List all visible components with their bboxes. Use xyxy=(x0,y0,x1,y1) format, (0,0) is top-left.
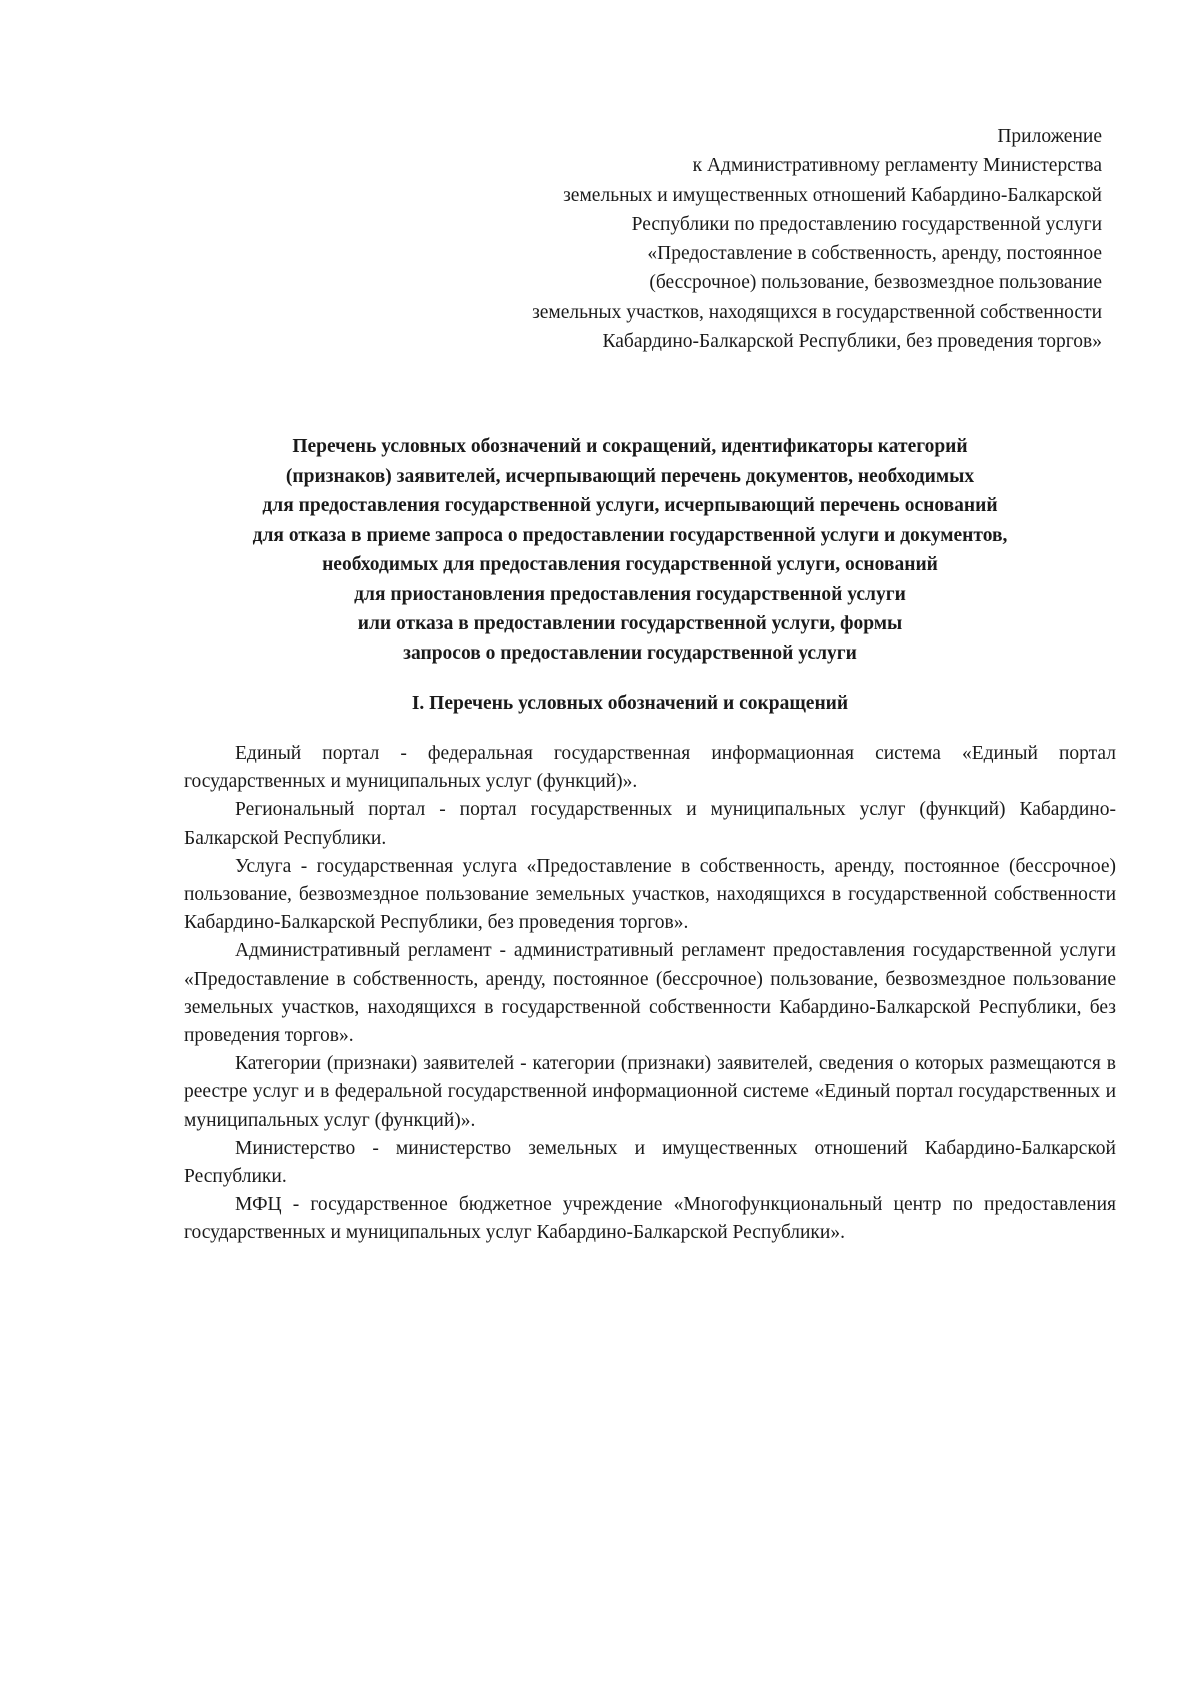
paragraph-mfc: МФЦ - государственное бюджетное учреждение «Многофункциональный центр по предоставления государственных и муниципальных услуг Кабардино-Балкарской Республики». xyxy=(184,1194,1116,1244)
paragraph-service: Услуга - государственная услуга «Предоставление в собственность, аренду, постоянное (бессрочное) пользование, безвозмездное пользование земельных участков, находящихся в государственной собственности Кабардино-Балкарской Республики, без проведения торгов». xyxy=(184,855,1116,934)
appendix-line: земельных участков, находящихся в государственной собственности xyxy=(532,301,1102,323)
appendix-line: к Административному регламенту Министерства xyxy=(692,155,1102,177)
appendix-header xyxy=(342,122,1102,356)
paragraph-regional-portal: Региональный портал - портал государственных и муниципальных услуг (функций) Кабардино-Балкарской Республики. xyxy=(184,799,1116,849)
title-line: Перечень условных обозначений и сокращений, идентификаторы категорий xyxy=(292,436,968,457)
title-line: запросов о предоставлении государственной услуги xyxy=(403,642,857,664)
paragraph-administrative-regulation: Административный регламент - административный регламент предоставления государственной услуги «Предоставление в собственность, аренду, постоянное (бессрочное) пользование, безвозмездное пользование земельных участков, находящихся в государственной собственности Кабардино-Балкарской Республики, без проведения торгов». xyxy=(184,940,1116,1047)
appendix-line: «Предоставление в собственность, аренду, постоянное xyxy=(647,243,1102,265)
title-line: для предоставления государственной услуги, исчерпывающий перечень оснований xyxy=(262,495,998,516)
section-heading: I. Перечень условных обозначений и сокращений xyxy=(411,693,849,714)
title-line: необходимых для предоставления государственной услуги, оснований xyxy=(322,554,938,575)
paragraph-ministry: Министерство - министерство земельных и имущественных отношений Кабардино-Балкарской Республики. xyxy=(184,1137,1116,1188)
document-title xyxy=(150,432,1110,668)
section-body xyxy=(184,740,1116,1248)
paragraph-unified-portal: Единый портал - федеральная государственная информационная система «Единый портал государственных и муниципальных услуг (функций)». xyxy=(184,743,1116,793)
title-line: (признаков) заявителей, исчерпывающий перечень документов, необходимых xyxy=(285,465,975,487)
appendix-line: Республики по предоставлению государственной услуги xyxy=(631,213,1102,235)
title-line: для отказа в приеме запроса о предоставлении государственной услуги и документов, xyxy=(252,524,1008,546)
appendix-line: земельных и имущественных отношений Кабардино-Балкарской xyxy=(563,184,1102,206)
title-line: или отказа в предоставлении государственной услуги, формы xyxy=(357,613,903,634)
appendix-line: (бессрочное) пользование, безвозмездное пользование xyxy=(649,272,1102,294)
appendix-line: Кабардино-Балкарской Республики, без проведения торгов» xyxy=(602,331,1102,353)
title-line: для приостановления предоставления государственной услуги xyxy=(354,583,906,605)
paragraph-applicant-categories: Категории (признаки) заявителей - категории (признаки) заявителей, сведения о которых размещаются в реестре услуг и в федеральной государственной информационной системе «Единый портал государственных и муниципальных услуг (функций)». xyxy=(184,1053,1116,1131)
appendix-line: Приложение xyxy=(997,126,1102,147)
